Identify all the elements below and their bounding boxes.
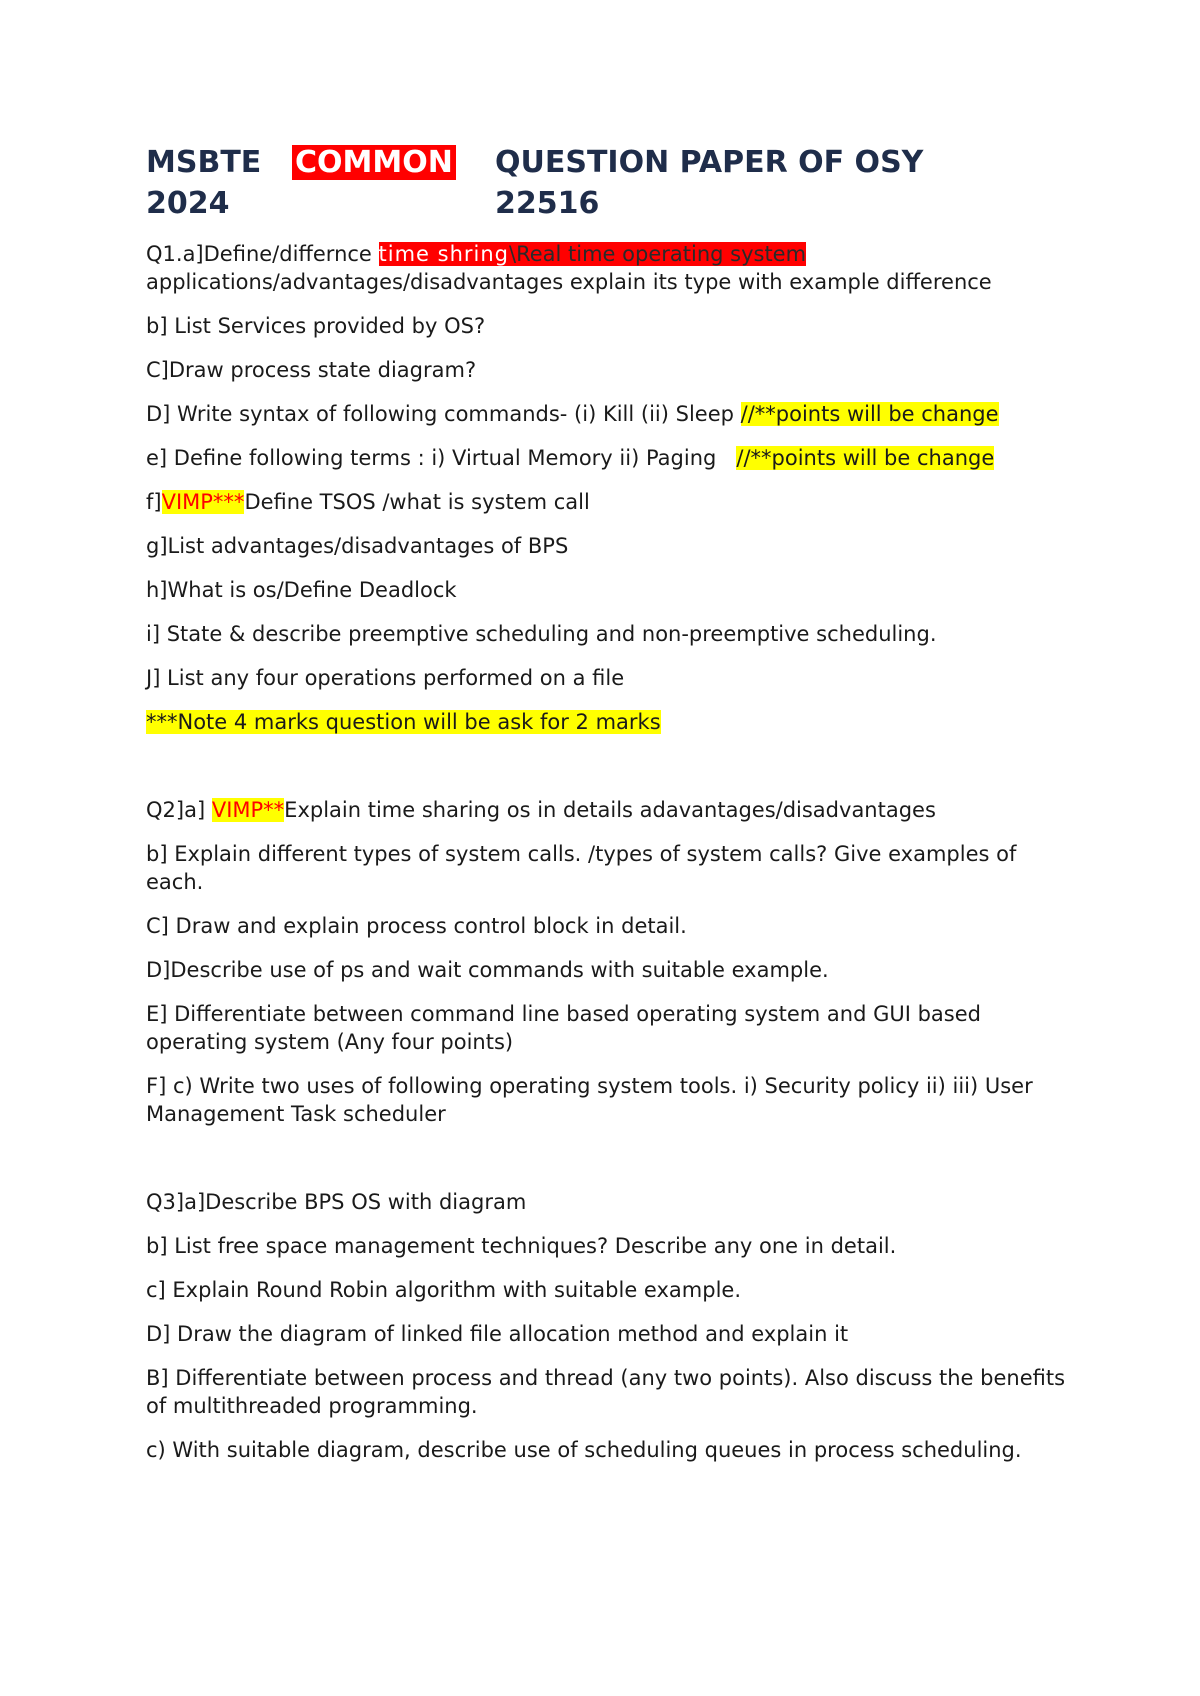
q1-d: D] Write syntax of following commands- (i) Kill (ii) Sleep //**points will be change xyxy=(146,402,999,426)
title-right xyxy=(495,142,923,224)
q1-note: ***Note 4 marks question will be ask for 2 marks xyxy=(146,710,661,734)
q2-b: b] Explain different types of system calls. /types of system calls? Give examples of each. xyxy=(146,842,1017,894)
q1-f: f]VIMP***Define TSOS /what is system call xyxy=(146,490,590,514)
title-left-line2: 2024 xyxy=(146,186,230,221)
title-left xyxy=(146,142,261,224)
q2-a: Q2]a] VIMP**Explain time sharing os in details adavantages/disadvantages xyxy=(146,798,936,822)
title-middle xyxy=(292,142,456,183)
q1-e-note: //**points will be change xyxy=(736,446,995,470)
q2-f: F] c) Write two uses of following operating system tools. i) Security policy ii) iii) User Management Task scheduler xyxy=(146,1074,1033,1126)
q2-a-vimp: VIMP** xyxy=(211,798,285,822)
q1-j: J] List any four operations performed on a file xyxy=(146,666,625,690)
q1-i: i] State & describe preemptive scheduling and non-preemptive scheduling. xyxy=(146,622,937,646)
q3-c: c] Explain Round Robin algorithm with suitable example. xyxy=(146,1278,741,1302)
q3-a: Q3]a]Describe BPS OS with diagram xyxy=(146,1190,527,1214)
q1-e: e] Define following terms : i) Virtual Memory ii) Paging //**points will be change xyxy=(146,446,995,470)
q1-c: C]Draw process state diagram? xyxy=(146,358,477,382)
q1-g: g]List advantages/disadvantages of BPS xyxy=(146,534,569,558)
q1-a-highlight-real-time: \Real time operating system xyxy=(509,242,807,266)
section-gap xyxy=(146,1144,1076,1188)
q1-a-highlight-time-sharing: time shring xyxy=(378,242,510,266)
q3-e: B] Differentiate between process and thread (any two points). Also discuss the benefits of multithreaded programming. xyxy=(146,1366,1066,1418)
q1-b: b] List Services provided by OS? xyxy=(146,314,486,338)
question-body xyxy=(146,240,1076,1480)
title-right-line2: 22516 xyxy=(495,186,600,221)
q3-b: b] List free space management techniques? Describe any one in detail. xyxy=(146,1234,897,1258)
q1-h: h]What is os/Define Deadlock xyxy=(146,578,457,602)
section-gap xyxy=(146,752,1076,796)
title-left-line1: MSBTE xyxy=(146,145,262,180)
q1-d-note: //**points will be change xyxy=(740,402,999,426)
title-common-highlight: COMMON xyxy=(292,145,456,180)
q2-e: E] Differentiate between command line based operating system and GUI based operating system (Any four points) xyxy=(146,1002,981,1054)
title-right-line1: QUESTION PAPER OF OSY xyxy=(495,145,924,180)
q3-d: D] Draw the diagram of linked file allocation method and explain it xyxy=(146,1322,849,1346)
q3-f: c) With suitable diagram, describe use of scheduling queues in process scheduling. xyxy=(146,1438,1022,1462)
q1-f-vimp: VIMP*** xyxy=(161,490,245,514)
q2-d: D]Describe use of ps and wait commands with suitable example. xyxy=(146,958,829,982)
q1-a: Q1.a]Define/differnce time shring\Real time operating system applications/advantages/disadvantages explain its type with example difference xyxy=(146,242,992,294)
q2-c: C] Draw and explain process control block in detail. xyxy=(146,914,687,938)
